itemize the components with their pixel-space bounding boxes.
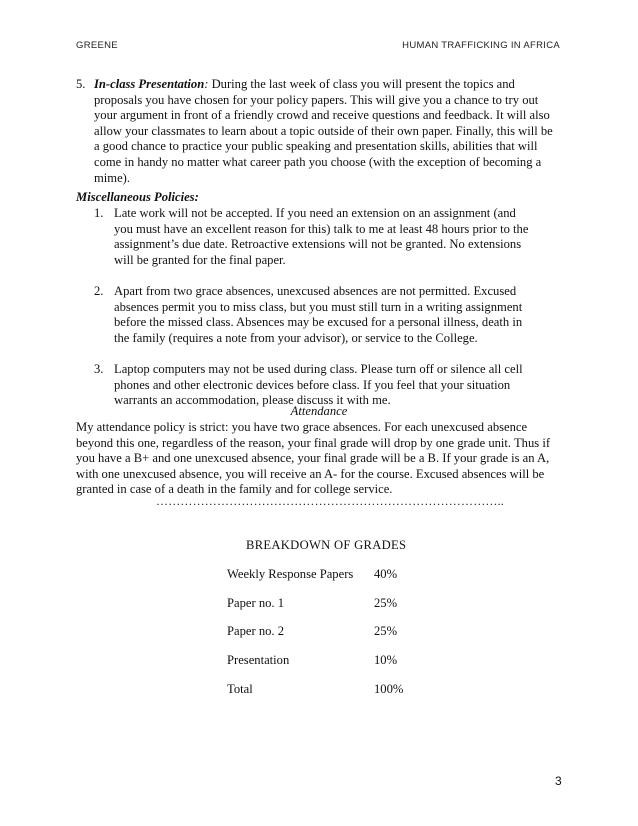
grade-weight: 40% <box>374 567 398 581</box>
item-number: 5. <box>76 77 86 91</box>
policy-number: 3. <box>94 361 104 376</box>
presentation-text: During the last week of class you will present the topics and proposals you have chosen for your policy papers. This will give you a chance to try out your argument in front of a friendly crowd and receive questions and feedback. It will also allow your classmates to learn about a topic outside of their own paper. Finally, this will be a good chance to practice your public speaking and presentation skills, abilities that will come in handy no matter what career path you choose (with the exception of becoming a mime). <box>94 77 553 185</box>
grade-component: Paper no. 2 <box>227 624 285 638</box>
grade-weight: 100% <box>374 682 404 696</box>
dotted-divider: ………………………………………………………………………….. <box>156 494 504 508</box>
policy-text: Apart from two grace absences, unexcused absences are not permitted. Excused absences permit you to miss class, but you must still turn in a writing assignment before the missed class. Absences may be excused for a personal illness, death in the family (requires a note from your advisor), or service to the College. <box>114 283 523 345</box>
policy-text: Late work will not be accepted. If you need an extension on an assignment (and you must have an excellent reason for this) talk to me at least 48 hours prior to the assignment’s due date. Retroactive extensions will not be granted. No extensions will be granted for the final paper. <box>114 206 529 267</box>
policy-number: 1. <box>94 206 104 220</box>
attendance-paragraph: My attendance policy is strict: you have two grace absences. For each unexcused absence beyond this one, regardless of the reason, your final grade will drop by one grade unit. Thus if you have a B+ and one unexcused absence, your final grade will be a B. If your grade is an A, with one unexcused absence, you will receive an A- for the course. Excused absences will be granted in case of a death in the family and for college service. <box>76 420 551 497</box>
presentation-title: In-class Presentation <box>94 77 205 91</box>
misc-policies-heading: Miscellaneous Policies: <box>76 190 199 204</box>
page-number: 3 <box>555 774 562 788</box>
policy-item-laptops <box>94 362 534 409</box>
policy-list <box>94 206 534 424</box>
policy-text: Laptop computers may not be used during class. Please turn off or silence all cell phones and other electronic devices before class. If you feel that your situation warrants an accommodation, please discuss it with me. <box>114 361 523 408</box>
grade-component: Total <box>227 682 253 696</box>
grades-table-title: BREAKDOWN OF GRADES <box>246 538 407 552</box>
policy-number: 2. <box>94 283 104 298</box>
presentation-paragraph <box>94 77 556 186</box>
running-header-author: GREENE <box>76 40 118 51</box>
grade-component: Weekly Response Papers <box>227 567 354 581</box>
grade-component: Paper no. 1 <box>227 596 285 610</box>
running-header-title: HUMAN TRAFFICKING IN AFRICA <box>402 40 560 51</box>
grade-weight: 25% <box>374 596 398 610</box>
grade-weight: 25% <box>374 624 398 638</box>
policy-item-absences <box>94 284 534 346</box>
grade-component: Presentation <box>227 653 290 667</box>
attendance-heading: Attendance <box>290 404 348 418</box>
policy-item-late-work <box>94 206 534 268</box>
presentation-colon: : <box>204 77 209 91</box>
grade-weight: 10% <box>374 653 398 667</box>
presentation-item <box>76 77 556 186</box>
